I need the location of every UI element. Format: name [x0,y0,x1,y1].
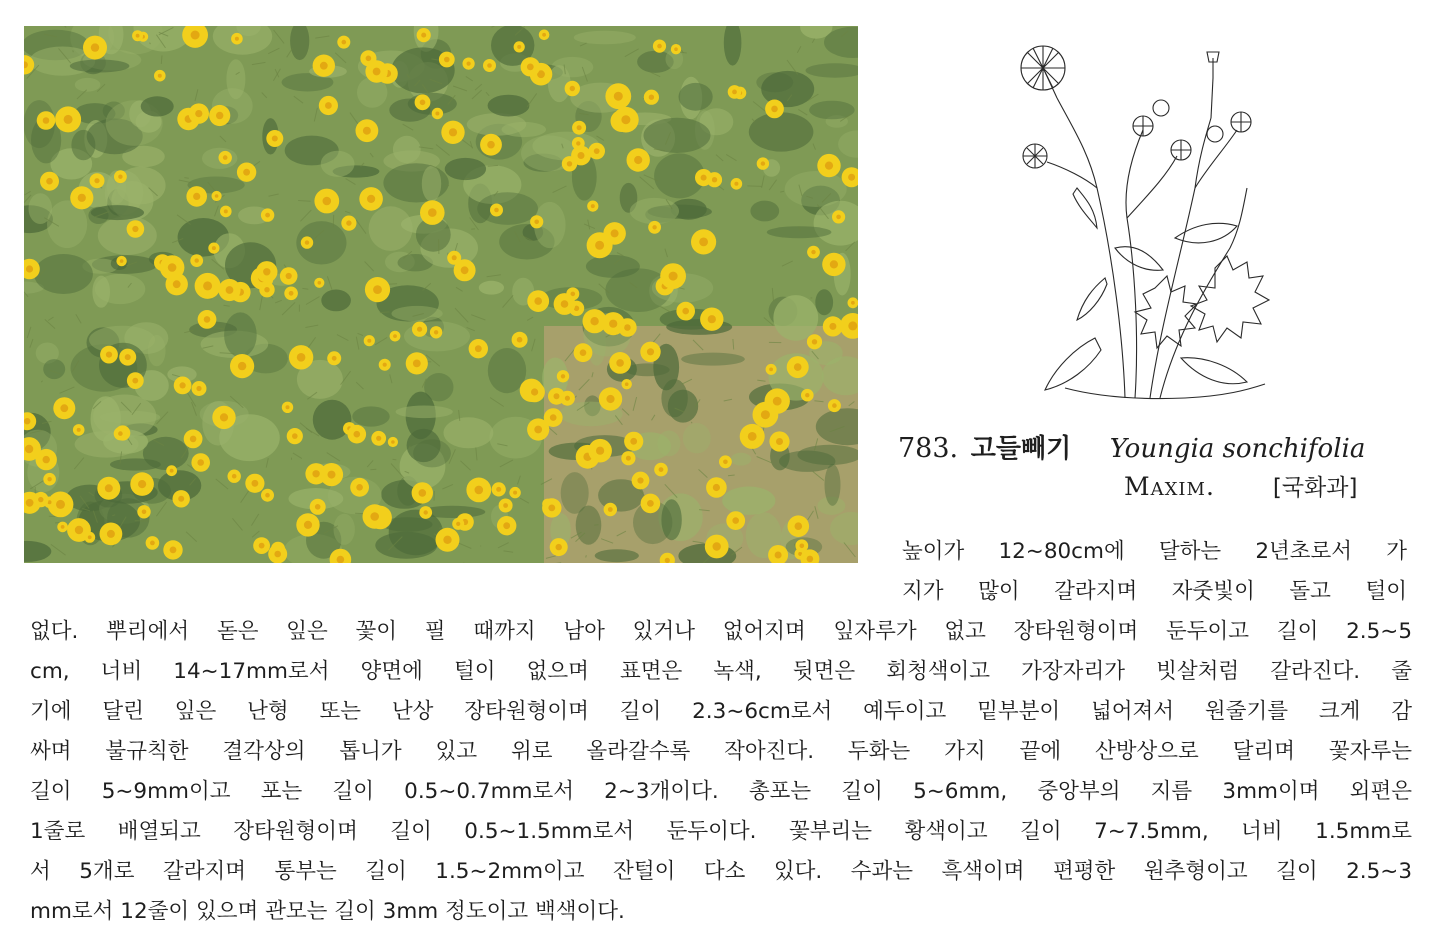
foliage-patch [98,216,157,255]
flower-center [107,530,115,538]
stem-line [747,186,761,187]
flower-center [713,542,721,550]
flower-center [420,100,426,106]
foliage-patch [773,295,818,341]
foliage-patch [657,431,680,457]
flower-center [232,474,237,479]
description-line: 1줄로 배열되고 장타원형이며 길이 0.5~1.5mm로서 둔두이다. 꽃부리는 황색이고 길이 7~7.5mm, 너비 1.5mm로 [30,819,1412,844]
stem-line [380,312,390,313]
flower-center [723,460,728,465]
foliage-patch [444,417,494,448]
flower-center [315,504,321,510]
flower-center [325,102,332,109]
flower-center [794,363,802,371]
flower-center [578,152,585,159]
flower-center [393,334,397,338]
flower-center [534,426,542,434]
flower-center [713,484,720,491]
flower-center [265,493,270,498]
flower-center [851,301,855,305]
plant-family: [국화과] [1272,475,1358,501]
flower-center [216,112,223,119]
flower-center [190,436,197,443]
flower-center [732,517,739,524]
flower-center [77,428,81,432]
flower-center [318,281,322,285]
flower-center [848,321,857,330]
flower-center [556,544,562,550]
description-line: 높이가 12~80cm에 달하는 2년초로서 가 [902,539,1407,564]
stem-line [150,43,151,45]
flower-center [373,68,381,76]
flower-center [487,63,492,68]
foliage-patch [110,458,161,470]
flower-center [180,382,186,388]
flower-center [197,459,204,466]
flower-center [682,308,689,315]
flower-center [91,43,99,51]
flower-center [708,315,716,323]
flower-center [657,44,662,49]
flower-center [125,354,131,360]
flower-center [346,220,351,225]
flower-center [527,64,534,71]
flower-center [297,353,306,362]
flower-center [630,438,637,445]
foliage-patch [313,400,352,440]
flower-center [761,161,765,165]
foliage-patch [574,31,636,45]
flower-center [342,40,347,45]
flower-center [561,374,565,378]
foliage-patch [29,193,53,224]
flower-center [608,507,613,512]
flower-center [665,558,670,563]
flower-center [647,500,654,507]
flower-center [769,368,773,372]
foliage-patch [407,429,441,462]
botanical-illustration [985,38,1275,410]
flower-center [105,484,113,492]
foliage-patch [396,406,453,419]
flower-center [367,195,375,203]
flower-center [795,522,803,530]
flower-center [494,208,499,213]
flower-center [191,31,200,40]
flower-center [503,522,510,529]
flower-center [534,220,539,225]
flower-center [699,238,708,247]
flower-center [289,291,294,296]
flower-center [596,447,604,455]
flower-center [46,178,53,185]
stem-line [73,50,74,52]
description-line: cm, 너비 14~17mm로서 양면에 털이 없으며 표면은 녹색, 뒷면은 회청색이고 가장자리가 빗살처럼 갈라진다. 줄 [30,659,1412,684]
flower-center [61,525,65,529]
flower-center [732,90,737,95]
flower-center [561,300,569,308]
flower-center [634,156,642,164]
flower-center [461,266,469,274]
foliage-patch [595,549,639,562]
flower-center [659,467,664,472]
flower-center [356,484,363,491]
flower-center [829,323,836,330]
flower-center [212,246,216,250]
flower-center [649,95,654,100]
flower-center [748,432,757,441]
flower-center [712,177,717,182]
foliage-patch [321,151,355,177]
foliage-patch [722,487,775,515]
scientific-name: Youngia sonchifolia [1109,434,1366,464]
flower-center [224,209,228,213]
description-line: 기에 달린 잎은 난형 또는 난상 장타원형이며 길이 2.3~6cm로서 예두이고 밑부분이 넓어져서 원줄기를 크게 감 [30,699,1412,724]
foliage-patch [479,281,504,295]
flower-center [609,320,617,328]
flower-center [548,505,555,512]
flower-center [595,241,604,250]
flower-center [243,169,250,176]
flower-center [25,445,33,453]
foliage-patch [424,373,453,401]
flower-center [195,258,199,262]
foliage-patch [502,122,547,137]
flower-center [120,259,124,263]
foliage-patch [43,359,65,379]
flower-center [669,272,678,281]
flower-center [320,62,328,70]
flower-center [259,543,265,549]
flower-center [286,405,290,409]
flower-center [517,45,521,49]
foliage-patch [352,406,389,426]
foliage-patch [477,192,538,225]
flower-center [761,410,770,419]
foliage-patch [681,353,745,366]
flower-center [434,330,438,334]
flower-center [178,496,184,502]
flower-center [220,413,228,421]
flower-center [24,418,30,424]
foliage-patch [34,254,93,294]
flower-center [517,337,523,343]
flower-center [304,521,312,529]
foliage-patch [334,514,355,545]
flower-center [252,480,259,487]
foliage-patch [630,198,679,224]
foliage-patch [75,78,101,92]
flower-center [534,297,542,305]
foliage-patch [393,136,421,163]
flower-center [292,433,298,439]
flower-center [142,510,147,515]
flower-center [26,499,34,507]
entry-number: 783. [898,433,959,464]
flower-center [78,194,86,202]
foliage-patch [683,423,711,453]
flower-center [771,106,778,113]
flower-center [621,115,630,124]
flower-center [168,263,177,272]
flower-center [196,386,201,391]
foliage-patch [422,166,441,202]
flower-center [674,47,678,51]
flower-center [647,348,654,355]
foliage-patch [95,274,145,304]
foliage-patch [750,201,779,222]
foliage-patch [825,464,841,506]
flower-center [272,136,278,142]
flower-center [118,175,122,179]
entry-heading [898,432,1403,505]
stem-line [388,284,397,285]
flower-center [503,503,508,508]
flower-center [305,240,309,244]
description-line: mm로서 12줄이 있으며 관모는 길이 3mm 정도이고 백색이다. [30,899,625,924]
flower-center [419,489,427,497]
flower-center [590,317,598,325]
flower-center [531,388,538,395]
description-line: 없다. 뿌리에서 돋은 잎은 꽃이 필 때까지 남아 있거나 없어지며 잎자루가 없고 장타원형이며 둔두이고 길이 2.5~5 [30,619,1412,644]
flower-center [444,57,450,63]
foliage-patch [679,83,713,111]
flower-center [428,208,437,217]
flower-center [625,382,629,386]
flower-center [594,148,600,154]
flower-center [452,255,457,260]
flower-center [652,225,656,229]
flower-center [383,363,387,367]
flower-center [138,480,146,488]
flower-center [354,431,361,438]
foliage-patch [731,453,752,466]
stem-line [161,55,162,64]
flower-center [88,535,92,539]
foliage-patch [392,306,443,321]
flower-center [417,327,422,332]
flower-center [832,403,837,408]
korean-plant-name: 고들빼기 [970,434,1072,464]
description-line: 싸며 불규칙한 결각상의 톱니가 있고 위로 올라갈수록 작아진다. 두화는 가지 끝에 산방상으로 달리며 꽃자루는 [30,739,1412,764]
flower-center [75,526,83,534]
illustration-leaves [1045,188,1269,399]
flower-center [836,215,841,220]
flower-center [38,497,43,502]
flower-center [332,356,337,361]
foliage-patch [148,335,166,366]
flower-center [467,62,471,66]
flower-center [132,226,138,232]
flower-center [807,556,814,563]
flower-center [475,345,482,352]
flower-center [413,360,421,368]
flower-center [624,324,631,331]
flower-center [367,339,371,343]
flower-center [734,182,738,186]
foliage-patch [226,59,245,99]
flower-center [800,544,805,549]
flower-center [435,112,439,116]
flower-center [286,273,292,279]
flower-center [606,395,614,403]
flower-center [626,456,631,461]
description-line: 길이 5~9mm이고 포는 길이 0.5~0.7mm로서 2~3개이다. 총포는 길이 5~6mm, 중앙부의 지름 3mm이며 외편은 [30,779,1412,804]
flower-center [132,378,138,384]
flower-center [580,349,587,356]
flower-center [118,431,123,436]
foliage-patch [661,499,681,540]
flower-center [775,552,782,559]
flower-center [60,404,68,412]
foliage-patch [749,112,814,151]
flower-center [170,469,174,473]
flower-center [391,440,395,444]
flower-center [487,141,495,149]
flower-center [195,110,202,117]
flower-center [43,117,50,124]
flower-center [323,197,332,206]
flower-center [567,161,572,166]
flower-center [328,471,336,479]
plant-photo [24,26,858,563]
foliage-patch [321,290,351,312]
stem-line [586,555,587,557]
stem-line [333,215,334,228]
flower-center [513,491,517,495]
stem-line [728,475,735,476]
flower-center [337,556,345,563]
flower-center [204,316,211,323]
flower-center [637,477,643,483]
flower-center [370,512,379,521]
foliage-patch [644,118,711,153]
flower-center [170,547,177,554]
flower-center [64,115,73,124]
stem-line [393,459,397,460]
flower-center [449,128,457,136]
flower-center [591,204,595,208]
flower-center [542,33,546,37]
flower-center [577,125,582,130]
flower-center [173,280,181,288]
flower-center [366,56,372,62]
flower-center [614,92,623,101]
flower-center [226,286,234,294]
foliage-patch [91,205,144,220]
flower-center [312,470,319,477]
flower-center [848,174,855,181]
foliage-patch [445,158,486,180]
flower-center [56,500,65,509]
flower-center [830,260,838,268]
flower-center [811,250,815,254]
flower-center [475,486,484,495]
flower-center [565,396,570,401]
flower-center [570,86,575,91]
flower-center [47,477,51,481]
flower-center [776,438,783,445]
flower-center [456,522,460,526]
flower-center [238,362,246,370]
foliage-patch [70,60,130,73]
foliage-patch [488,95,530,117]
flower-center [496,487,501,492]
flower-center [150,541,155,546]
flower-center [424,510,428,514]
flower-center [825,162,833,170]
flower-center [265,213,270,218]
flower-center [616,359,624,367]
stem-line [184,178,188,179]
flower-center [158,74,162,78]
description-line: 지가 많이 갈라지며 자줏빛이 돌고 털이 [902,579,1407,604]
illustration-stems [1045,72,1247,398]
flower-center [193,193,200,200]
flower-center [576,141,580,145]
flower-center [554,393,560,399]
flower-center [264,287,269,292]
flower-center [773,397,782,406]
flower-center [223,155,228,160]
description-line: 서 5개로 갈라지며 통부는 길이 1.5~2mm이고 잔털이 다소 있다. 수과는 흑색이며 편평한 원추형이고 길이 2.5~3 [30,859,1412,884]
flower-center [376,436,381,441]
flower-center [43,456,50,463]
foliage-patch [779,451,835,472]
flower-center [106,352,112,358]
flower-center [805,393,809,397]
flower-center [136,34,140,38]
flower-center [812,339,817,344]
flower-center [373,285,382,294]
foliage-patch [815,289,833,315]
flower-center [443,536,451,544]
flower-center [235,37,239,41]
flower-center [263,268,270,275]
foliage-patch [141,96,174,116]
flower-center [363,127,371,135]
flower-center [215,194,219,198]
flower-center [701,175,707,181]
flower-center [274,551,281,558]
flower-center [550,414,557,421]
flower-center [26,265,33,272]
foliage-patch [586,255,640,278]
flower-center [94,178,99,183]
author-citation: Maxim. [1124,472,1215,501]
flower-center [203,281,212,290]
flower-center [421,33,426,38]
foliage-patch [224,312,257,357]
flower-center [611,229,619,237]
